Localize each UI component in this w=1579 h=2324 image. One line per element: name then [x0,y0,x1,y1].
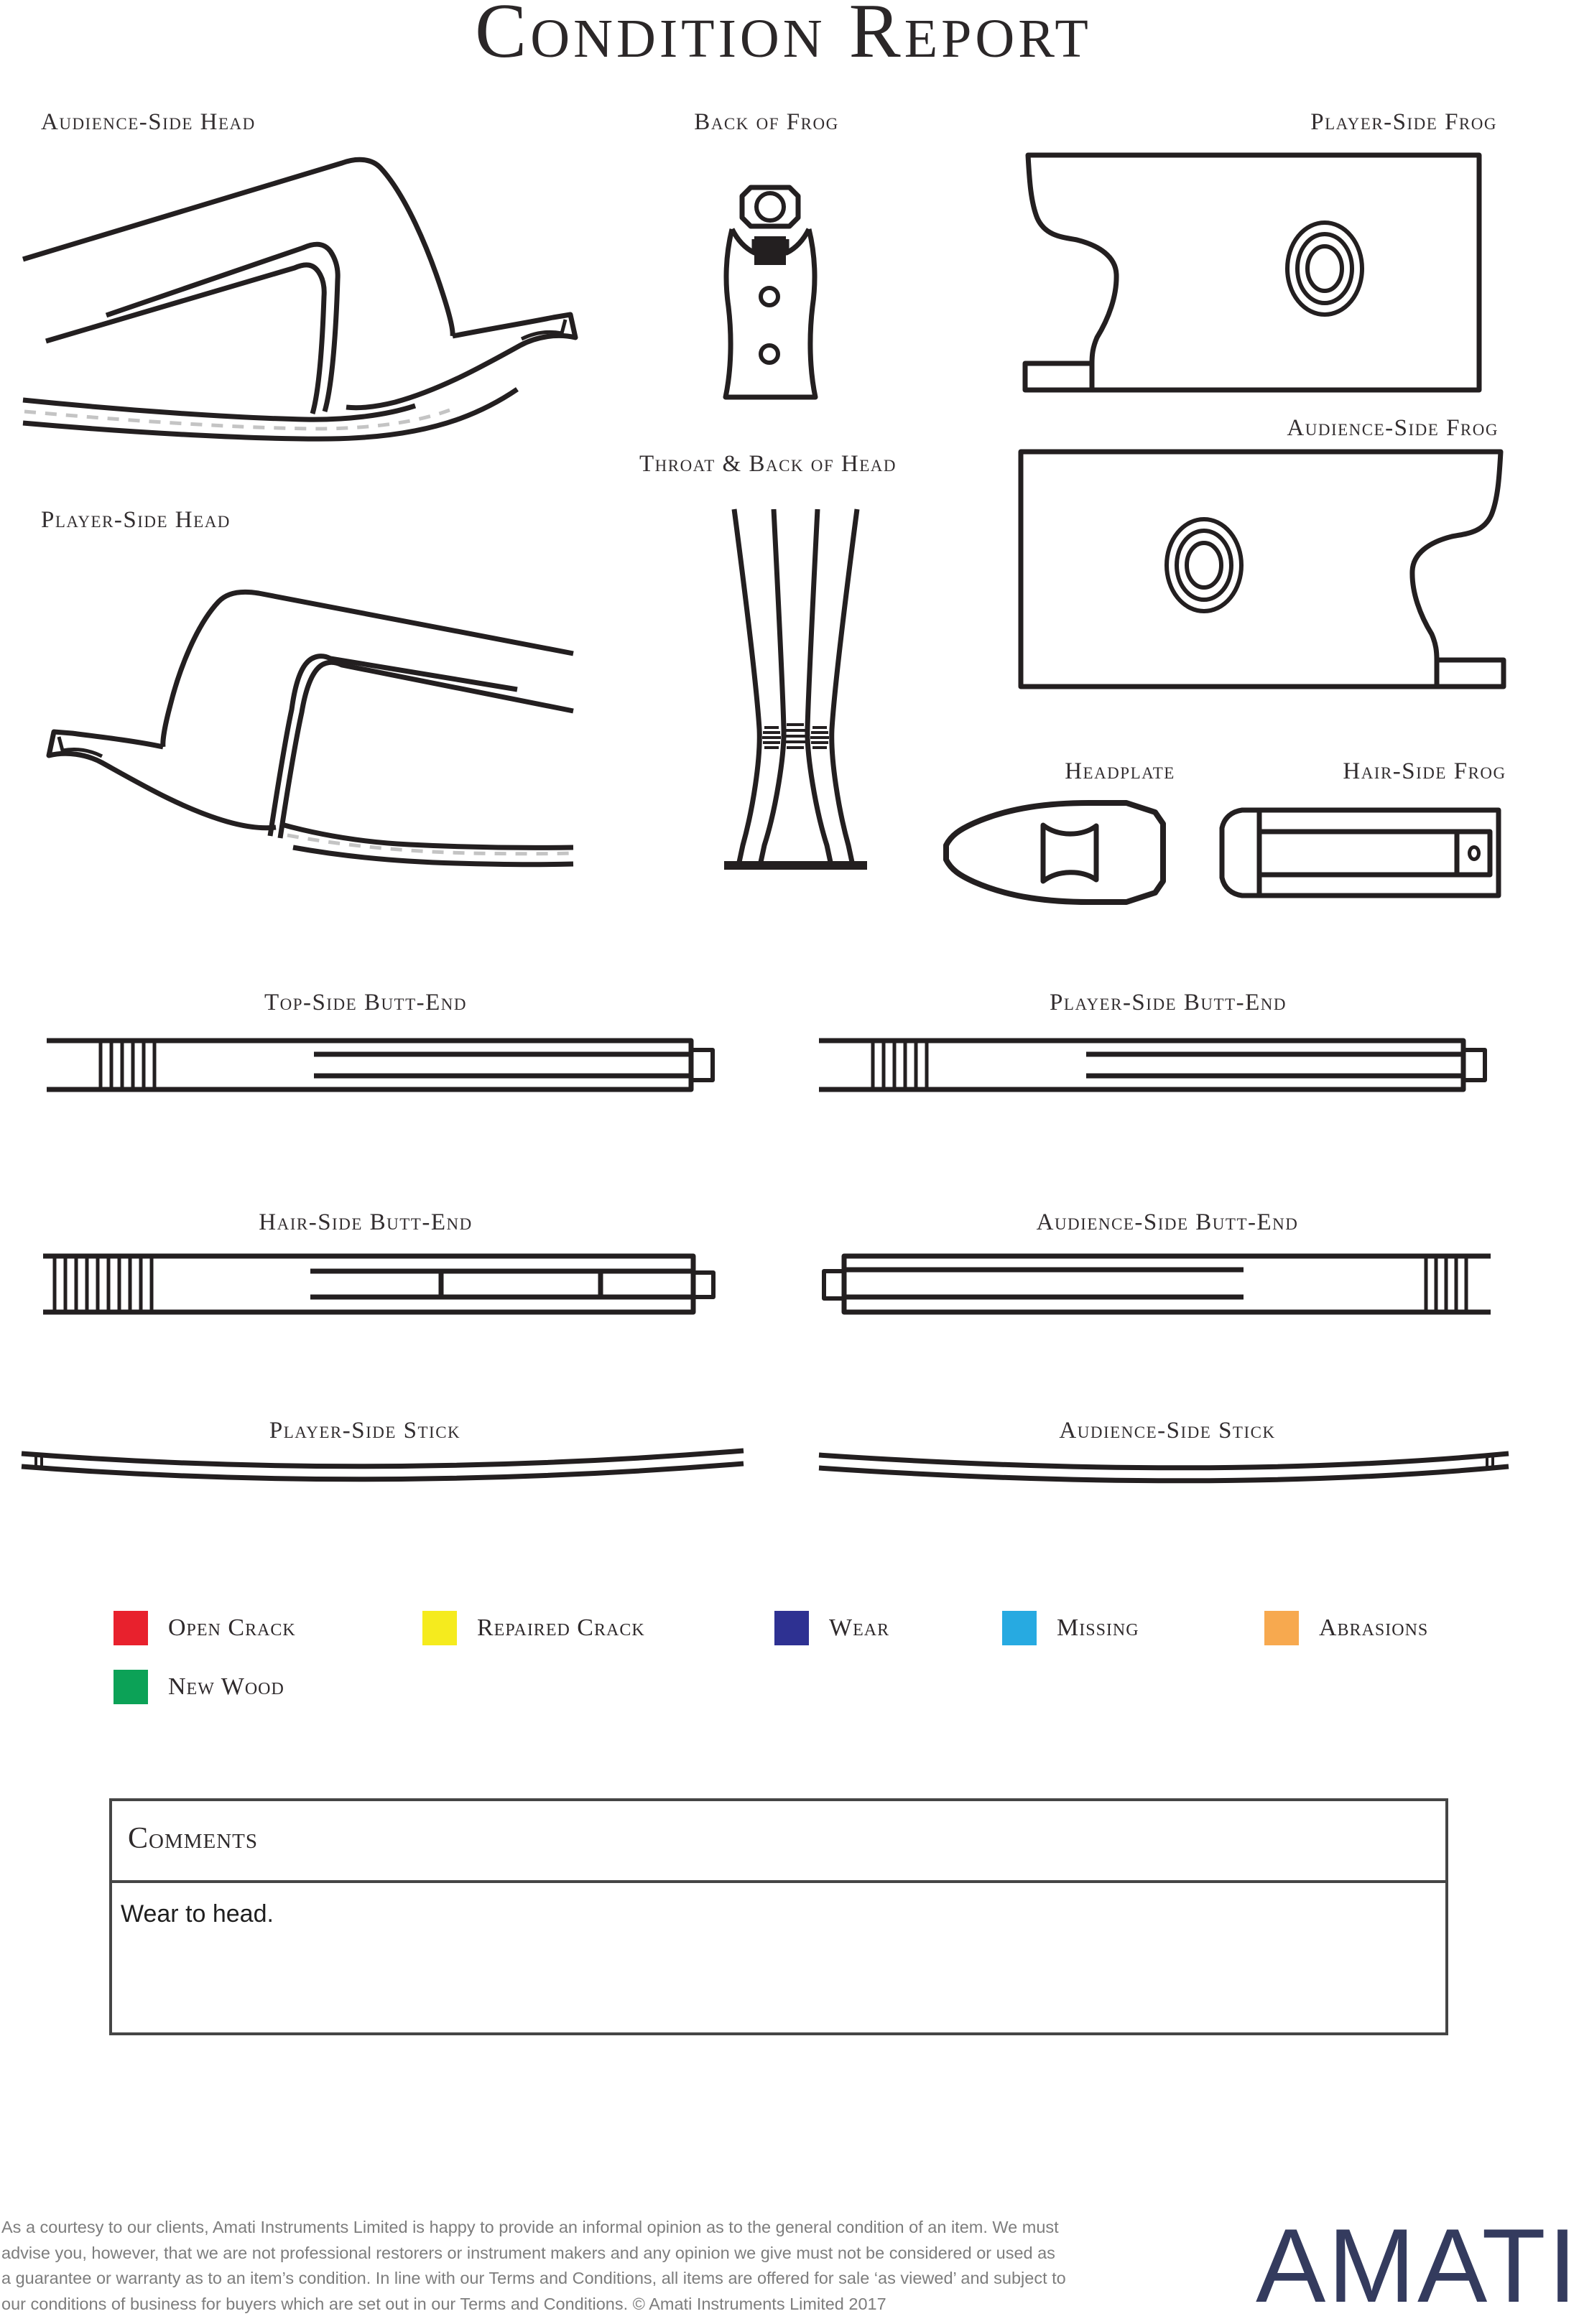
hair-side-frog-diagram [1218,808,1501,898]
footer-line: As a courtesy to our clients, Amati Instruments Limited is happy to provide an informal opinion as to the general condition of an item. We must [1,2218,1059,2236]
repaired-crack-swatch [422,1611,457,1645]
player-side-stick-diagram [22,1448,744,1484]
footer-line: our conditions of business for buyers which are set out in our Terms and Conditions. © Amati Instruments Limited 2017 [1,2294,886,2313]
page-title: Condition Report [475,0,1092,74]
comments-body-text: Wear to head. [121,1900,274,1928]
label-throat-back-of-head: Throat & Back of Head [639,451,897,477]
label-player-side-frog: Player-Side Frog [1310,109,1497,135]
amati-logo: AMATI [1256,2207,1579,2324]
footer-disclaimer [1,2215,1066,2317]
label-audience-side-stick: Audience-Side Stick [1059,1418,1276,1444]
legend-item-wear [774,1611,889,1645]
legend-item-missing [1002,1611,1139,1645]
label-top-side-butt-end: Top-Side Butt-End [264,990,468,1015]
open-crack-swatch [114,1611,148,1645]
missing-swatch [1002,1611,1037,1645]
label-hair-side-butt-end: Hair-Side Butt-End [259,1209,473,1235]
legend-label: New Wood [168,1673,284,1700]
legend-item-abrasions [1264,1611,1428,1645]
label-headplate: Headplate [1065,758,1175,784]
legend-item-new-wood [114,1670,284,1704]
label-player-side-stick: Player-Side Stick [269,1418,461,1444]
legend-item-open-crack [114,1611,296,1645]
label-hair-side-frog: Hair-Side Frog [1343,758,1506,784]
comments-box [109,1798,1448,2035]
label-audience-side-butt-end: Audience-Side Butt-End [1036,1209,1299,1235]
audience-side-butt-end-diagram [823,1252,1491,1316]
top-side-butt-end-diagram [47,1037,715,1093]
label-player-side-head: Player-Side Head [41,507,231,533]
label-back-of-frog: Back of Frog [694,109,839,135]
footer-line: a guarantee or warranty as to an item’s condition. In line with our Terms and Conditions, all items are offered for sale ‘as viewed’ and subject to [1,2269,1066,2287]
wear-swatch [774,1611,809,1645]
throat-back-of-head-diagram [718,508,873,870]
audience-side-stick-diagram [819,1448,1509,1484]
legend-label: Open Crack [168,1614,296,1641]
hair-side-butt-end-diagram [43,1252,715,1316]
legend-label: Missing [1057,1614,1139,1641]
legend-label: Abrasions [1319,1614,1429,1641]
comments-header [112,1801,1445,1883]
back-of-frog-diagram [722,183,819,402]
footer-line: advise you, however, that we are not professional restorers or instrument makers and any opinion we give must not be considered or used as [1,2243,1055,2262]
headplate-diagram [941,801,1167,905]
player-side-head-diagram [43,567,575,873]
label-audience-side-frog: Audience-Side Frog [1287,415,1499,441]
player-side-frog-diagram [1024,152,1483,393]
new-wood-swatch [114,1670,148,1704]
legend-label: Repaired Crack [477,1614,645,1641]
label-player-side-butt-end: Player-Side Butt-End [1050,990,1287,1015]
audience-side-head-diagram [22,147,568,442]
comments-title: Comments [128,1822,259,1855]
legend-item-repaired-crack [422,1611,645,1645]
player-side-butt-end-diagram [819,1037,1487,1093]
audience-side-frog-diagram [1017,449,1505,689]
legend-label: Wear [829,1614,890,1641]
abrasions-swatch [1264,1611,1299,1645]
label-audience-side-head: Audience-Side Head [41,109,256,135]
